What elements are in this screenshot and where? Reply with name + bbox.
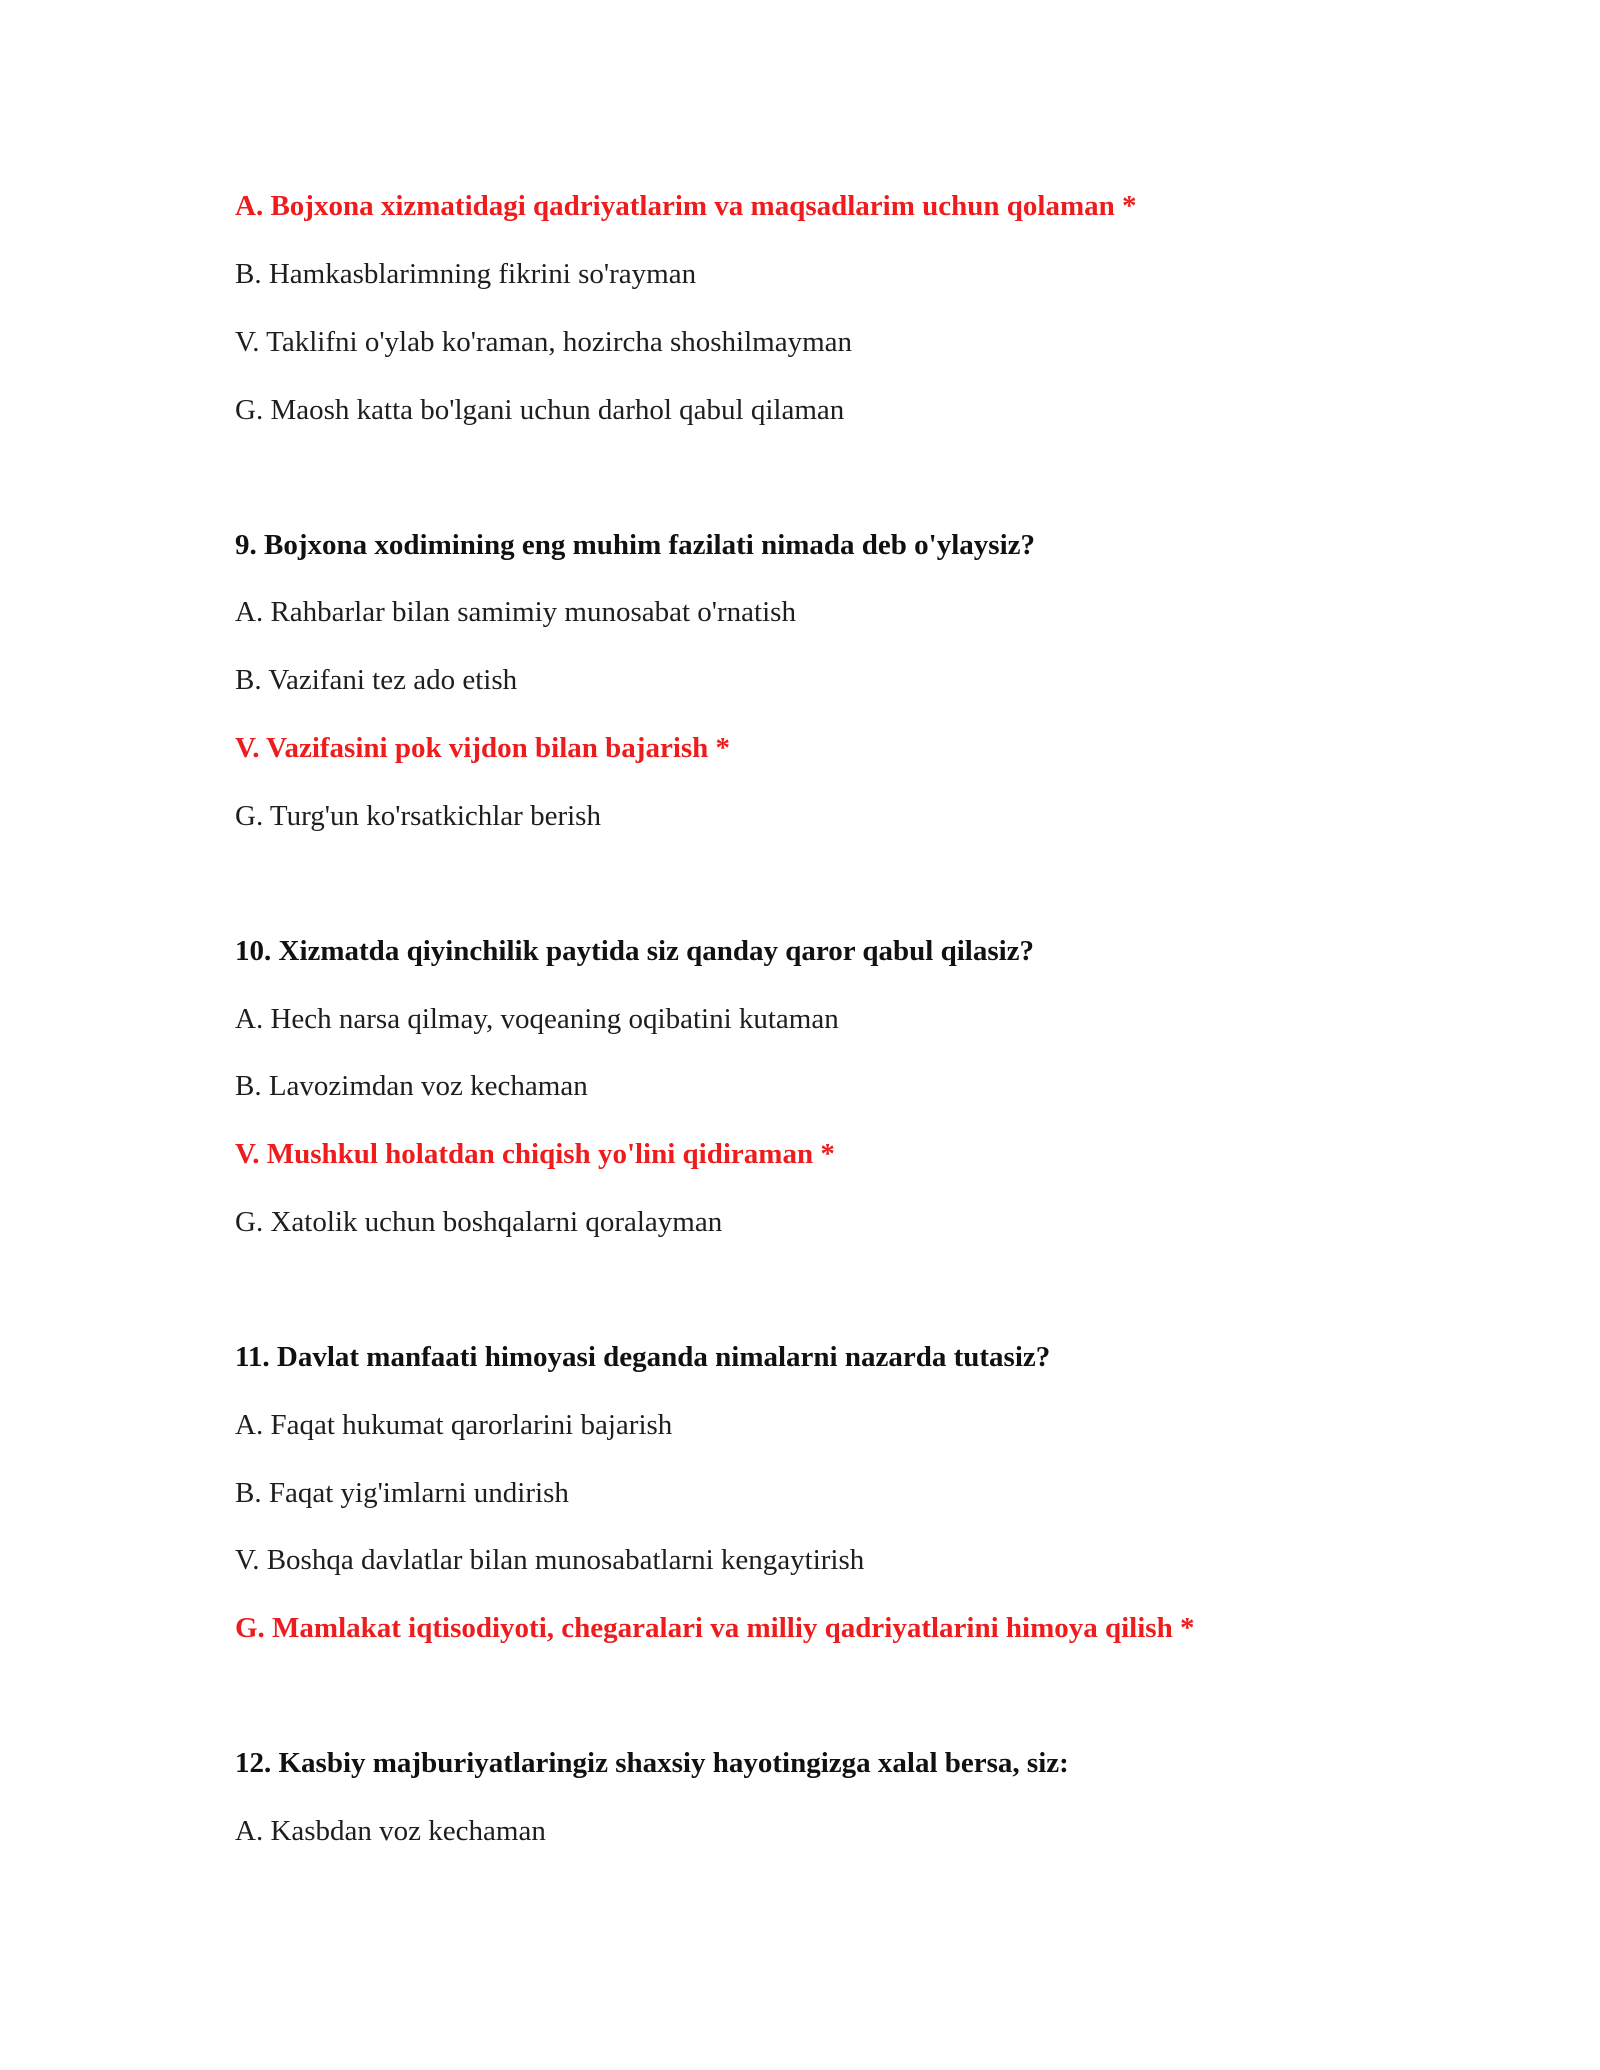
q11-option-a: A. Faqat hukumat qarorlarini bajarish	[235, 1409, 673, 1441]
q11-option-b: B. Faqat yig'imlarni undirish	[235, 1477, 569, 1509]
q10-option-b: B. Lavozimdan voz kechaman	[235, 1070, 588, 1102]
q9-option-v: V. Vazifasini pok vijdon bilan bajarish *	[235, 732, 731, 764]
q9-option-b: B. Vazifani tez ado etish	[235, 664, 518, 696]
q9-question: 9. Bojxona xodimining eng muhim fazilati nimada deb o'ylaysiz?	[235, 529, 1036, 561]
q8-option-a: A. Bojxona xizmatidagi qadriyatlarim va maqsadlarim uchun qolaman *	[235, 190, 1137, 222]
q8-option-v: V. Taklifni o'ylab ko'raman, hozircha shoshilmayman	[235, 326, 853, 358]
q8-option-b: B. Hamkasblarimning fikrini so'rayman	[235, 258, 697, 290]
q10-option-g: G. Xatolik uchun boshqalarni qoralayman	[235, 1206, 723, 1238]
q9-option-a: A. Rahbarlar bilan samimiy munosabat o'rnatish	[235, 596, 796, 628]
q8-option-g: G. Maosh katta bo'lgani uchun darhol qabul qilaman	[235, 394, 845, 426]
q11-option-g: G. Mamlakat iqtisodiyoti, chegaralari va milliy qadriyatlarini himoya qilish *	[235, 1612, 1195, 1644]
q11-question: 11. Davlat manfaati himoyasi deganda nimalarni nazarda tutasiz?	[235, 1341, 1051, 1373]
q10-option-a: A. Hech narsa qilmay, voqeaning oqibatini kutaman	[235, 1003, 839, 1035]
q10-option-v: V. Mushkul holatdan chiqish yo'lini qidiraman *	[235, 1138, 835, 1170]
q10-question: 10. Xizmatda qiyinchilik paytida siz qanday qaror qabul qilasiz?	[235, 935, 1035, 967]
q9-option-g: G. Turg'un ko'rsatkichlar berish	[235, 800, 601, 832]
q12-option-a: A. Kasbdan voz kechaman	[235, 1815, 546, 1847]
q11-option-v: V. Boshqa davlatlar bilan munosabatlarni kengaytirish	[235, 1544, 865, 1576]
q12-question: 12. Kasbiy majburiyatlaringiz shaxsiy hayotingizga xalal bersa, siz:	[235, 1747, 1069, 1779]
